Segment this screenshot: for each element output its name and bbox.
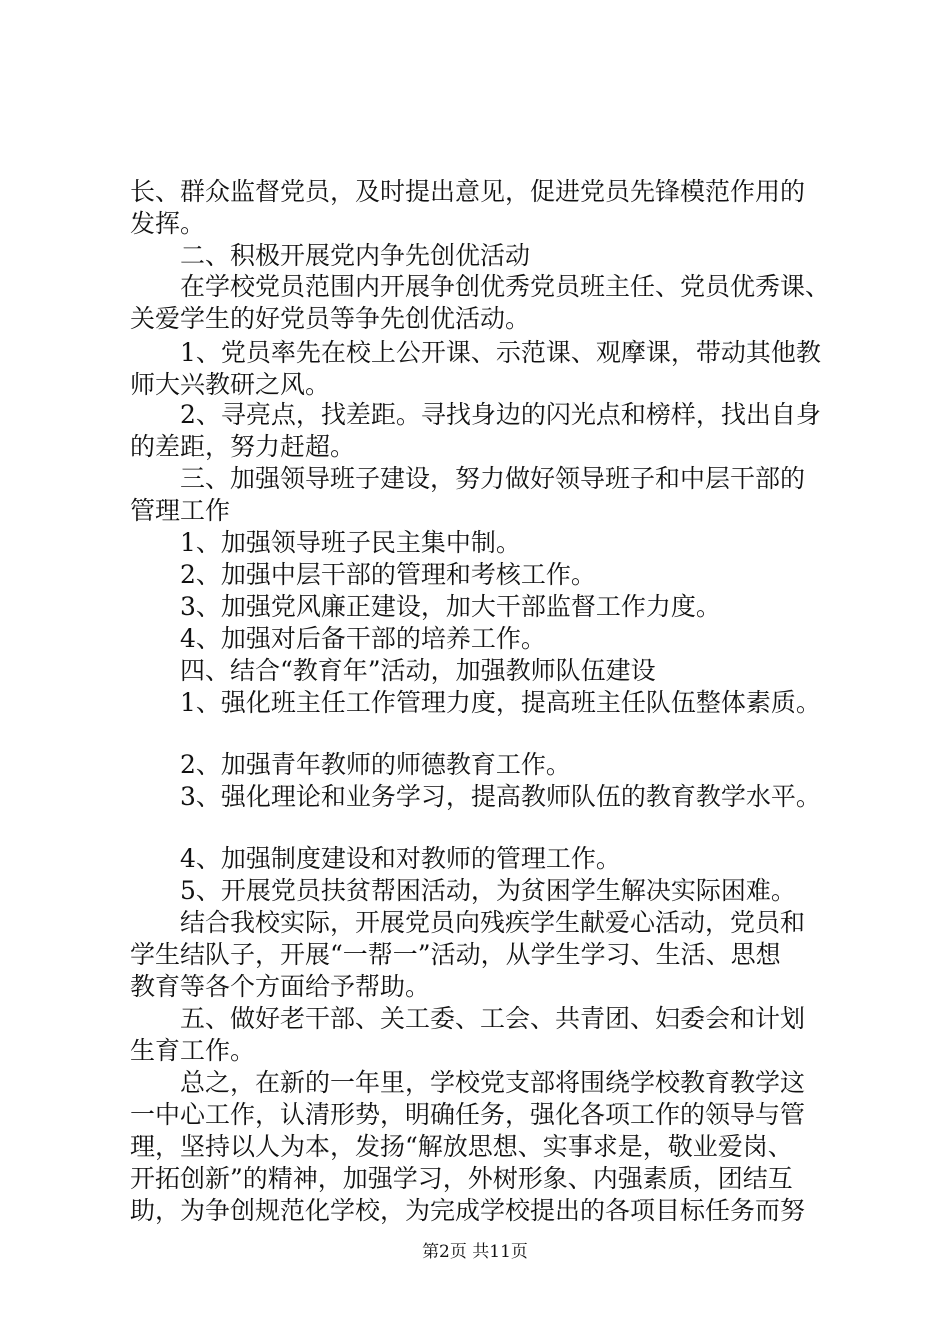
text-line: 助，为争创规范化学校，为完成学校提出的各项目标任务而努 <box>130 1196 806 1225</box>
section-heading: 三、加强领导班子建设，努力做好领导班子和中层干部的 <box>130 464 806 493</box>
section-heading: 五、做好老干部、关工委、工会、共青团、妇委会和计划 <box>130 1004 806 1033</box>
text-line: 关爱学生的好党员等争先创优活动。 <box>130 304 531 333</box>
text-line: 2、加强中层干部的管理和考核工作。 <box>130 560 596 589</box>
text-line: 1、加强领导班子民主集中制。 <box>130 528 521 557</box>
text-line: 管理工作 <box>130 496 231 525</box>
text-line: 4、加强制度建设和对教师的管理工作。 <box>130 844 621 873</box>
text-line: 的差距，努力赶超。 <box>130 432 356 461</box>
text-line: 长、群众监督党员，及时提出意见，促进党员先锋模范作用的 <box>130 177 806 206</box>
text-line: 一中心工作，认清形势，明确任务，强化各项工作的领导与管 <box>130 1100 806 1129</box>
text-line: 发挥。 <box>130 209 206 238</box>
text-line: 学生结队子，开展“一帮一”活动，从学生学习、生活、思想 <box>130 940 781 969</box>
text-line: 1、党员率先在校上公开课、示范课、观摩课，带动其他教 <box>130 338 821 367</box>
section-heading: 四、结合“教育年”活动，加强教师队伍建设 <box>130 656 656 685</box>
text-line: 理，坚持以人为本，发扬“解放思想、实事求是，敬业爱岗、 <box>130 1132 793 1161</box>
text-line: 师大兴教研之风。 <box>130 370 331 399</box>
text-line: 5、开展党员扶贫帮困活动，为贫困学生解决实际困难。 <box>130 876 796 905</box>
text-line: 3、加强党风廉正建设，加大干部监督工作力度。 <box>130 592 721 621</box>
text-line: 2、加强青年教师的师德教育工作。 <box>130 750 571 779</box>
text-line: 4、加强对后备干部的培养工作。 <box>130 624 546 653</box>
text-line: 2、寻亮点，找差距。寻找身边的闪光点和榜样，找出自身 <box>130 400 821 429</box>
text-line: 1、强化班主任工作管理力度，提高班主任队伍整体素质。 <box>130 688 821 717</box>
text-line: 教育等各个方面给予帮助。 <box>130 972 431 1001</box>
section-heading: 二、积极开展党内争先创优活动 <box>130 241 531 270</box>
text-line: 结合我校实际，开展党员向残疾学生献爱心活动，党员和 <box>130 908 806 937</box>
text-line: 总之，在新的一年里，学校党支部将围绕学校教育教学这 <box>130 1068 806 1097</box>
text-line: 3、强化理论和业务学习，提高教师队伍的教育教学水平。 <box>130 782 821 811</box>
text-line: 在学校党员范围内开展争创优秀党员班主任、党员优秀课、 <box>130 272 831 301</box>
page-number-footer: 第2页 共11页 <box>422 1242 528 1262</box>
text-line: 开拓创新”的精神，加强学习，外树形象、内强素质，团结互 <box>130 1164 793 1193</box>
text-line: 生育工作。 <box>130 1036 256 1065</box>
